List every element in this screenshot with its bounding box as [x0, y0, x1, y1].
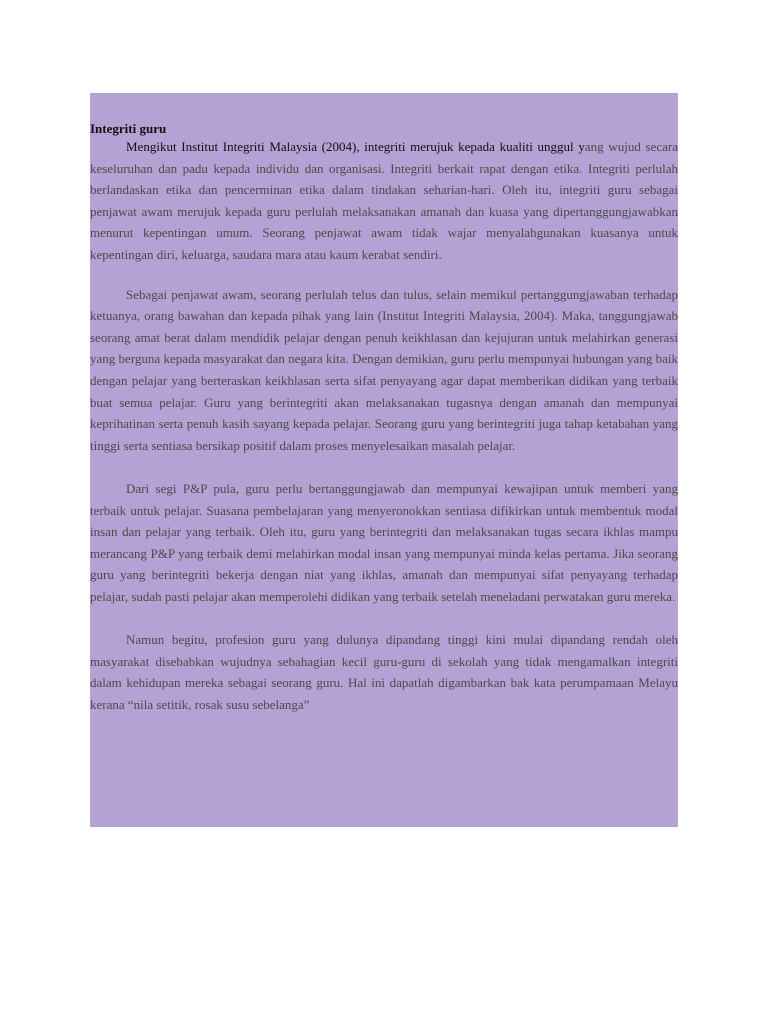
paragraph-1: [90, 136, 678, 266]
paragraph-2: Sebagai penjawat awam, seorang perlulah telus dan tulus, selain memikul pertanggungjawaban terhadap ketuanya, orang bawahan dan kepada pihak yang lain (Institut Integriti Malaysia, 2004). Maka, tanggungjawab seorang amat berat dalam mendidik pelajar dengan penuh keikhlasan dan kejujuran untuk melahirkan generasi yang berguna kepada masyarakat dan negara kita. Dengan demikian, guru perlu mempunyai hubungan yang baik dengan pelajar yang berteraskan keikhlasan serta sifat penyayang agar dapat memberikan didikan yang terbaik buat semua pelajar. Guru yang berintegriti akan melaksanakan tugasnya dengan amanah dan mempunyai keprihatinan serta penuh kasih sayang kepada pelajar. Seorang guru yang berintegriti juga tahap ketabahan yang tinggi serta sentiasa bersikap positif dalam proses menyelesaikan masalah pelajar.: [90, 286, 678, 453]
paragraph-4: Namun begitu, profesion guru yang dulunya dipandang tinggi kini mulai dipandang rendah oleh masyarakat disebabkan wujudnya sebahagian kecil guru-guru di sekolah yang tidak mengamalkan integriti dalam kehidupan mereka sebagai seorang guru. Hal ini dapatlah digambarkan bak kata perumpamaan Melayu kerana “nila setitik, rosak susu sebelanga”: [90, 632, 678, 712]
paragraph-1-rest: ang wujud secara keseluruhan dan padu kepada individu dan organisasi. Integriti berkait rapat dengan etika. Integriti perlulah berlandaskan etika dan pencerminan etika dalam tindakan seharian-hari. Oleh itu, integriti guru sebagai penjawat awam merujuk kepada guru perlulah melaksanakan amanah dan kuasa yang dipertanggungjawabkan menurut kepentingan umum. Seorang penjawat awam tidak wajar menyalahgunakan kuasanya untuk kepentingan diri, keluarga, saudara mara atau kaum kerabat sendiri.: [90, 139, 678, 262]
paragraph-3: Dari segi P&P pula, guru perlu bertanggungjawab dan mempunyai kewajipan untuk memberi yang terbaik untuk pelajar. Suasana pembelajaran yang menyeronokkan sentiasa difikirkan untuk membentuk modal insan dan pelajar yang terbaik. Oleh itu, guru yang berintegriti dan melaksanakan tugas secara ikhlas mampu merancang P&P yang terbaik demi melahirkan modal insan yang mempunyai minda kelas pertama. Jika seorang guru yang berintegriti bekerja dengan niat yang ikhlas, amanah dan mempunyai sifat penyayang terhadap pelajar, sudah pasti pelajar akan memperolehi didikan yang terbaik setelah meneladani perwatakan guru mereka.: [90, 480, 678, 604]
highlighted-text-box: [90, 93, 678, 827]
section-heading: Integriti guru: [90, 121, 167, 136]
paragraph-1-highlight: Mengikut Institut Integriti Malaysia (2004), integriti merujuk kepada kualiti unggul y: [126, 139, 585, 154]
